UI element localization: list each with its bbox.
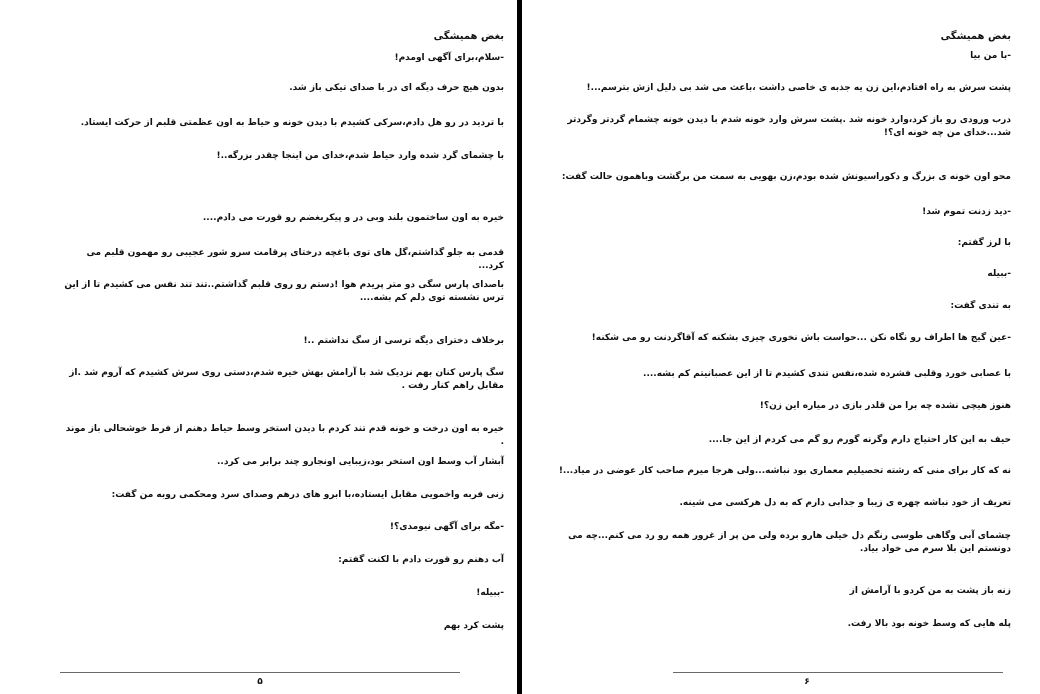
left-paragraph: زنی فربه واخمویی مقابل ایستاده،با ابرو های درهم وصدای سرد ومحکمی روبه من گفت: [111,490,504,500]
right-paragraph: با لرز گفتم: [957,238,1011,248]
left-paragraph: با تردید در رو هل دادم،سرکی کشیدم با دیدن خونه و حیاط به اون عظمتی قلبم از حرکت ایستاد. [80,118,504,128]
left-paragraph: بدون هیچ حرف دیگه ای در با صدای تیکی باز شد. [289,83,504,93]
right-paragraph: زنه باز پشت به من کردو با آرامش از [849,586,1011,596]
left-paragraph: با چشمای گرد شده وارد حیاط شدم،خدای من اینجا چقدر بزرگه..! [216,151,504,161]
right-paragraph: -عین گیج ها اطراف رو نگاه نکن ...حواست باش نخوری چیزی بشکنه که آقاگردنت رو می شکنه! [591,333,1011,343]
left-paragraph: پشت کرد بهم [443,621,504,631]
left-paragraph: آبشار آب وسط اون استخر بود،زیبایی اونجارو چند برابر می کرد.. [216,457,504,467]
right-paragraph: چشمای آبی وگاهی طوسی رنگم دل خیلی هارو برده ولی من پر از غرور همه رو رد می کنم...چه می دونستم این بلا سرم می خواد بیاد. [568,531,1011,554]
left-paragraph: -مگه برای آگهی نیومدی؟! [389,522,504,532]
left-paragraph: -سلام،برای آگهی اومدم! [394,53,504,63]
left-paragraph: قدمی به جلو گذاشتم،گل های توی باغچه درختای پرقامت سرو شور عجیبی رو مهمون قلبم می کرد... [86,248,504,271]
left-paragraph: برخلاف دخترای دیگه ترسی از سگ نداشتم ..! [303,336,504,346]
left-paragraph: -ببیله! [476,588,504,598]
right-paragraph: پله هایی که وسط خونه بود بالا رفت. [847,619,1011,629]
right-paragraph: حیف به این کار احتیاج دارم وگرنه گورم رو گم می کردم از این جا.... [708,435,1011,445]
right-paragraph: به تندی گفت: [950,301,1011,311]
left-page-title: بغض همیشگی [433,31,504,42]
right-paragraph: نه که کار برای منی که رشته تحصیلیم معماری بود نباشه...ولی هرجا میرم صاحب کار عوضی در میاد...! [558,466,1011,476]
right-page-title: بغض همیشگی [940,31,1011,42]
right-page [523,0,1040,694]
page-divider [517,0,522,694]
right-page-body [541,30,1011,629]
left-page-body [64,30,504,631]
right-page-number: ۶ [804,677,810,687]
left-paragraph: خیره به اون درخت و خونه قدم تند کردم با دیدن استخر وسط حیاط دهنم از فرط خوشحالی باز موند . [65,424,504,447]
left-footer-rule [60,672,460,673]
right-paragraph: -دید زدنت تموم شد! [922,207,1011,217]
right-paragraph: تعریف از خود نباشه چهره ی زیبا و جذابی دارم که به دل هرکسی می شینه. [679,498,1011,508]
right-paragraph: درب ورودی رو باز کرد،وارد خونه شد .پشت سرش وارد خونه شدم با دیدن خونه چشمام گردتر وگردتر شد...خدای من چه خونه ای؟! [567,115,1011,138]
left-page [0,0,518,694]
right-paragraph: -با من بیا [970,51,1011,61]
left-paragraph: آب دهنم رو قورت دادم با لکنت گفتم: [338,555,504,565]
right-paragraph: هنوز هیچی نشده چه برا من قلدر بازی در میاره این زن؟! [759,401,1011,411]
right-paragraph: با عصابی خورد وقلبی فشرده شده،نفس تندی کشیدم تا از این عصبانیتم کم بشه.... [643,369,1011,379]
left-page-number: ۵ [257,677,263,687]
right-footer-rule [673,672,1003,673]
right-paragraph: -ببیله [987,269,1011,279]
left-paragraph: خیره به اون ساختمون بلند وبی در و پیکربغضم رو قورت می دادم.... [202,213,504,223]
right-paragraph: پشت سرش به راه افتادم،این زن یه جذبه ی خاصی داشت ،باعث می شد بی دلیل ازش بترسم...! [586,83,1011,93]
right-paragraph: محو اون خونه ی بزرگ و دکوراسیونش شده بودم،زن بهویی به سمت من برگشت وباهمون حالت گفت: [561,172,1011,182]
left-paragraph: سگ پارس کنان بهم نزدیک شد با آرامش بهش خیره شدم،دستی روی سرش کشیدم که آروم شد .از مقابل راهم کنار رفت . [69,368,504,391]
left-paragraph: باصدای پارس سگی دو متر پریدم هوا !دستم رو روی قلبم گذاشتم..تند تند نفس می کشیدم تا از این ترس نشسته توی دلم کم بشه.... [64,280,504,303]
